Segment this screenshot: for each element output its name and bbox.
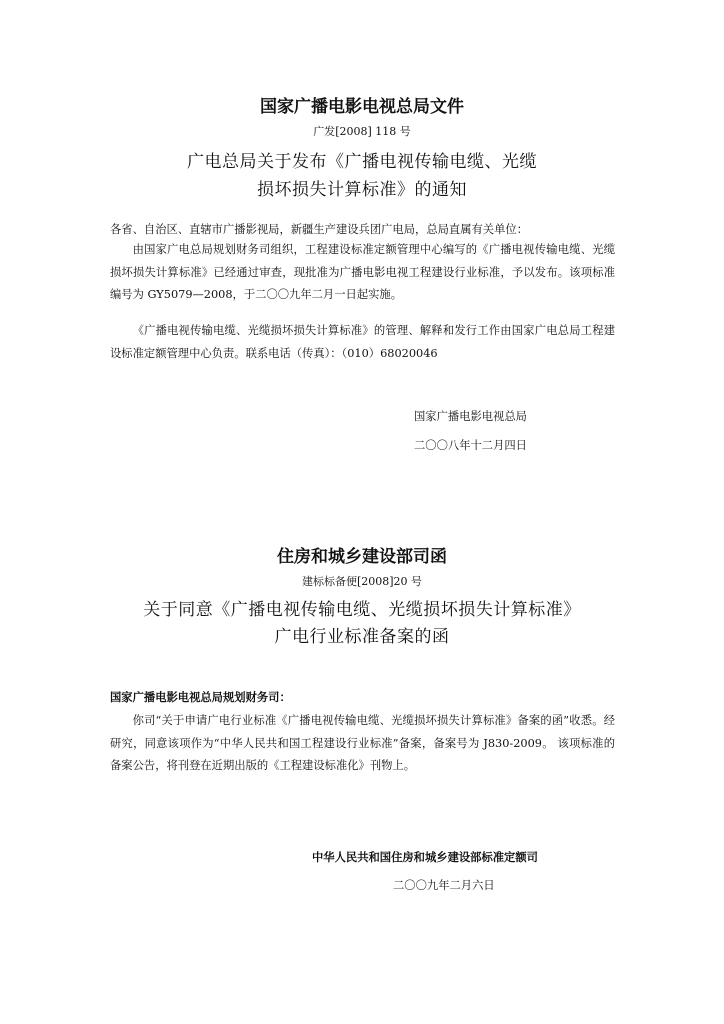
doc2-subject-line1: 关于同意《广播电视传输电缆、光缆损坏损失计算标准》: [143, 600, 581, 620]
doc1-title: 国家广播电影电视总局文件: [260, 97, 464, 117]
doc1-subject-line2: 损坏损失计算标准》的通知: [257, 180, 467, 200]
doc1-subject-line1: 广电总局关于发布《广播电视传输电缆、光缆: [187, 152, 537, 172]
doc2-salutation: 国家广播电影电视总局规划财务司：: [110, 691, 291, 704]
doc2-ref-number: 建标标备便[2008]20 号: [301, 575, 423, 588]
doc2-title: 住房和城乡建设部司函: [277, 547, 447, 567]
doc1-date: 二〇〇八年十二月四日: [414, 439, 527, 452]
doc2-subject-line2: 广电行业标准备案的函: [274, 627, 450, 647]
doc1-paragraph2: 《广播电视传输电缆、光缆损坏损失计算标准》的管理、解释和发行工作由国家广电总局工程建设标准定额管理中心负责。联系电话（传真）：（010）68020046: [110, 324, 615, 360]
doc1-salutation: 各省、自治区、直辖市广播影视局，新疆生产建设兵团广电局，总局直属有关单位：: [110, 223, 528, 236]
doc1-paragraph1: 由国家广电总局规划财务司组织，工程建设标准定额管理中心编写的《广播电视传输电缆、光缆损坏损失计算标准》已经通过审查，现批准为广播电影电视工程建设行业标准，予以发布。该项标准编号为 GY5079—2008，于二〇〇九年二月一日起实施。: [110, 243, 615, 301]
doc2-signer: 中华人民共和国住房和城乡建设部标准定额司: [312, 851, 538, 864]
doc2-paragraph1: 你司“关于申请广电行业标准《广播电视传输电缆、光缆损坏损失计算标准》备案的函”收悉。经研究，同意该项作为“中华人民共和国工程建设行业标准”备案，备案号为 J830-2009。 该项标准的备案公告，将刊登在近期出版的《工程建设标准化》刊物上。: [110, 714, 615, 772]
doc2-date: 二〇〇九年二月六日: [393, 879, 495, 892]
doc1-signer: 国家广播电影电视总局: [414, 410, 527, 423]
doc1-ref-number: 广发[2008] 118 号: [313, 125, 411, 138]
